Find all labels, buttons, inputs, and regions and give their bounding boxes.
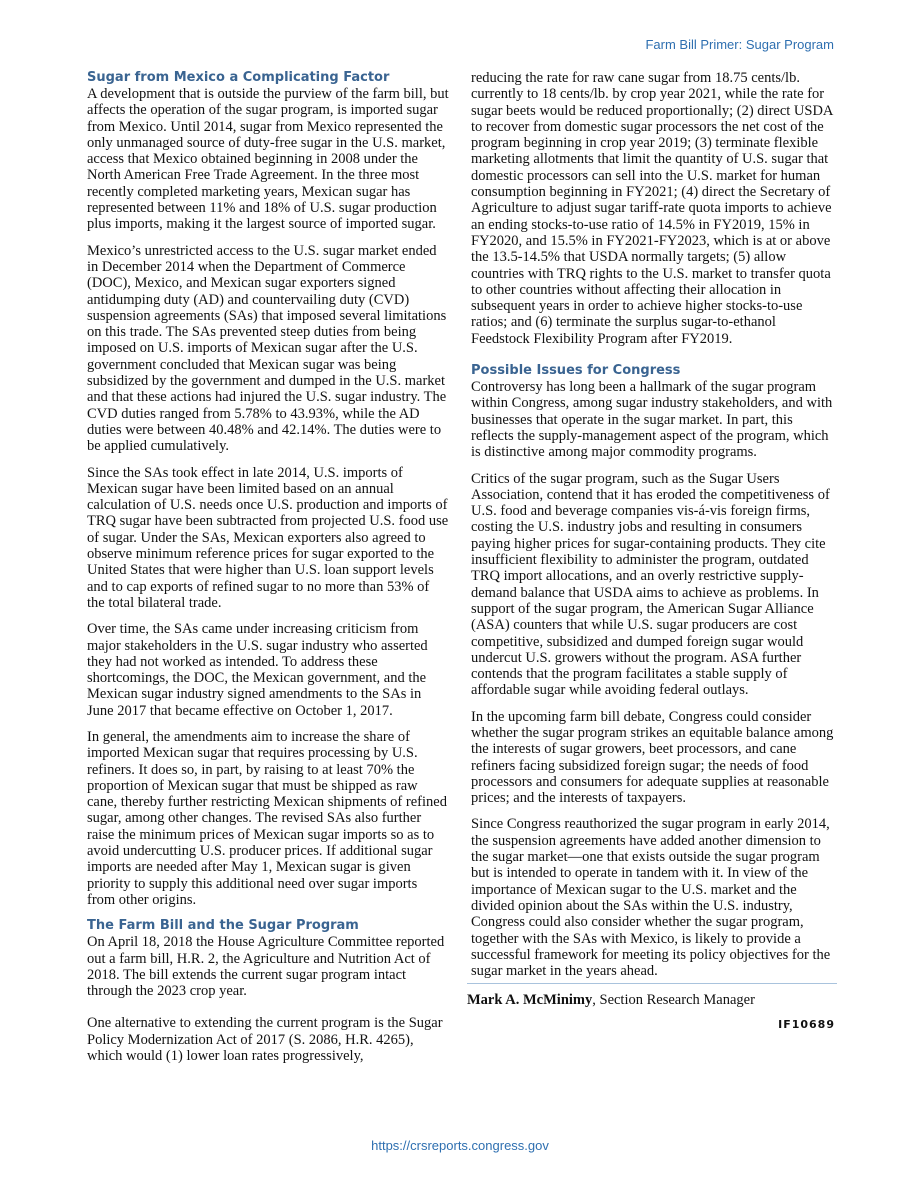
section-heading-mexico: Sugar from Mexico a Complicating Factor [87, 70, 390, 85]
section-heading-farm-bill: The Farm Bill and the Sugar Program [87, 918, 359, 934]
left-column [87, 70, 449, 1064]
author-line [467, 983, 837, 1008]
author-title: , Section Research Manager [592, 992, 755, 1009]
running-header: Farm Bill Primer: Sugar Program [645, 37, 834, 52]
right-column [467, 70, 835, 1033]
paragraph: In general, the amendments aim to increase the share of imported Mexican sugar that requires processing by U.S. refiners. It does so, in part, by raising to at least 70% the proportion of Mexican sugar that must be shipped as raw cane, thereby further restricting Mexican shipments of refined sugar, among other changes. The revised SAs also further raise the minimum prices of Mexican sugar imports so as to avoid undercutting U.S. producer prices. If additional sugar imports are needed after May 1, Mexican sugar is given priority to supply this additional need over sugar imports from other origins. [87, 728, 447, 908]
paragraph: Over time, the SAs came under increasing criticism from major stakeholders in the U.S. sugar industry who asserted they had not worked as intended. To address these shortcomings, the DOC, the Mexican government, and the Mexican sugar industry signed amendments to the SAs in June 2017 that became effective on October 1, 2017. [87, 621, 428, 719]
paragraph: Since the SAs took effect in late 2014, U.S. imports of Mexican sugar have been limited based on an annual calculation of U.S. needs once U.S. production and imports of TRQ sugar have been subtracted from projected U.S. food use of sugar. Under the SAs, Mexican exporters also agreed to observe minimum reference prices for sugar exported to the United States that were higher than U.S. loan support levels and to cap exports of refined sugar to no more than 53% of the total bilateral trade. [87, 464, 449, 611]
paragraph: A development that is outside the purview of the farm bill, but affects the operation of the sugar program, is imported sugar from Mexico. Until 2014, sugar from Mexico represented the only unmanaged source of duty-free sugar in the U.S. market, access that Mexico obtained beginning in 2008 under the North American Free Trade Agreement. In the three most recently completed marketing years, Mexican sugar has represented between 11% and 18% of U.S. sugar production plus imports, making it the largest source of imported sugar. [87, 86, 449, 233]
paragraph: Mexico’s unrestricted access to the U.S. sugar market ended in December 2014 when the Department of Commerce (DOC), Mexico, and Mexican sugar exporters signed antidumping duty (AD) and countervailing duty (CVD) suspension agreements (SAs) that imposed several limitations on this trade. The SAs prevented steep duties from being imposed on U.S. imports of Mexican sugar after the U.S. government concluded that Mexican sugar was being subsidized by the government and dumped in the U.S. market and that these actions had injured the U.S. sugar industry. The CVD duties ranged from 5.78% to 43.93%, while the AD duties were between 40.48% and 42.14%. The duties were to be applied cumulatively. [87, 242, 447, 455]
paragraph: Controversy has long been a hallmark of the sugar program within Congress, among sugar industry stakeholders, and with businesses that operate in the sugar market. In part, this reflects the supply-management aspect of the program, which is distinctive among major commodity programs. [471, 379, 833, 461]
paragraph: Critics of the sugar program, such as the Sugar Users Association, contend that it has eroded the competitiveness of U.S. food and beverage companies vis-á-vis foreign firms, costing the U.S. industry jobs and resulting in consumers paying higher prices for sugar-containing products. They cite insufficient flexibility to administer the program, outdated TRQ import allocations, and an overly restrictive supply-demand balance that USDA aims to achieve as problems. In support of the sugar program, the American Sugar Alliance (ASA) counters that while U.S. sugar producers are cost competitive, subsidized and dumped foreign sugar would undercut U.S. growers without the program. ASA further contends that the program facilitates a stable supply of affordable sugar while avoiding federal outlays. [471, 470, 830, 699]
section-heading-issues: Possible Issues for Congress [471, 363, 681, 379]
footer-url[interactable]: https://crsreports.congress.gov [371, 1138, 549, 1153]
paragraph: On April 18, 2018 the House Agriculture Committee reported out a farm bill, H.R. 2, the Agriculture and Nutrition Act of 2018. The bill extends the current sugar program intact through the 2023 crop year. [87, 934, 445, 1000]
paragraph: Since Congress reauthorized the sugar program in early 2014, the suspension agreements have added another dimension to the sugar market—one that exists outside the sugar program but is intended to operate in tandem with it. In view of the importance of Mexican sugar to the U.S. market and the divided opinion about the SAs within the U.S. industry, Congress could also consider whether the sugar program, together with the SAs with Mexico, is likely to provide a successful framework for meeting its policy objectives for the sugar market in the years ahead. [471, 816, 831, 980]
report-id: IF10689 [778, 1017, 835, 1031]
paragraph: reducing the rate for raw cane sugar from 18.75 cents/lb. currently to 18 cents/lb. by crop year 2021, while the rate for sugar beets would be reduced proportionally; (2) direct USDA to recover from domestic sugar processors the net cost of the program beginning in crop year 2019; (3) terminate flexible marketing allotments that limit the quantity of U.S. sugar that domestic processors can sell into the U.S. market for human consumption beginning in FY2021; (4) direct the Secretary of Agriculture to adjust sugar tariff-rate quota imports to achieve an ending stocks-to-use ratio of 14.5% in FY2019, 15% in FY2020, and 15.5% in FY2021-FY2023, which is at or above the 13.5-14.5% that USDA normally targets; (5) allow countries with TRQ rights to the U.S. market to transfer quota to other countries without affecting their allocation in subsequent years in order to achieve higher stocks-to-use ratios; and (6) terminate the surplus sugar-to-ethanol Feedstock Flexibility Program after FY2019. [471, 70, 833, 347]
author-name: Mark A. McMinimy [467, 992, 593, 1009]
paragraph: One alternative to extending the current program is the Sugar Policy Modernization Act of 2017 (S. 2086, H.R. 4265), which would (1) lower loan rates progressively, [87, 1015, 443, 1065]
paragraph: In the upcoming farm bill debate, Congress could consider whether the sugar program strikes an equitable balance among the interests of sugar growers, beet processors, and cane refiners facing subsidized foreign sugar; the needs of food processors and consumers for adequate supplies at reasonable prices; and the interests of taxpayers. [471, 708, 834, 807]
